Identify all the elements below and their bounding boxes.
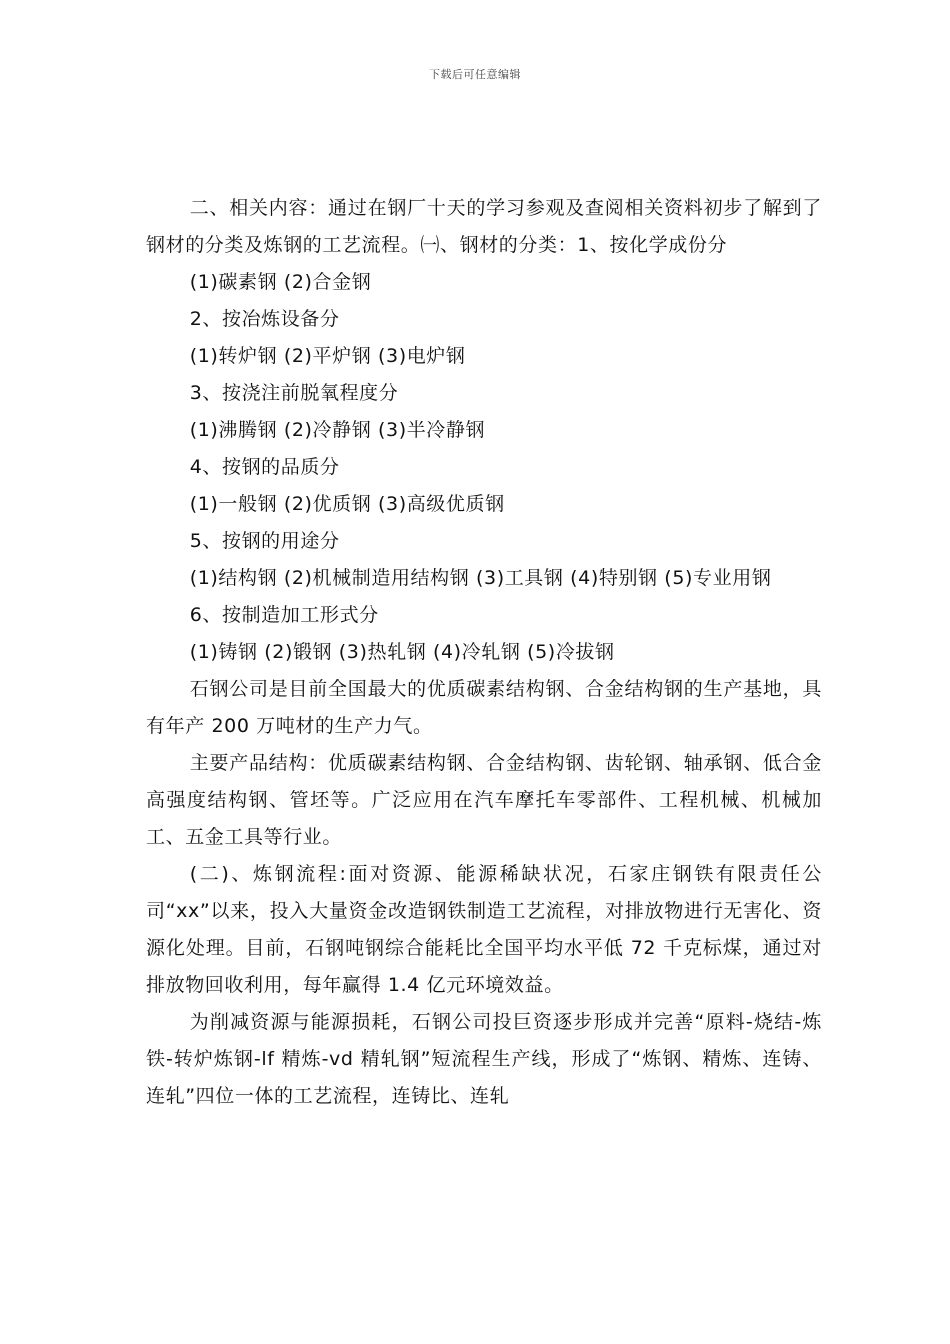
page-header-note: 下载后可任意编辑 (429, 68, 521, 81)
paragraph-production-line: 为削减资源与能源损耗，石钢公司投巨资逐步形成并完善“原料-烧结-炼铁-转炉炼钢-lf 精炼-vd 精轧钢”短流程生产线，形成了“炼钢、精炼、连铸、连轧”四位一体的工艺流程，连铸比、连轧 (146, 1011, 822, 1107)
paragraph-list-item: (1)铸钢 (2)锻钢 (3)热轧钢 (4)冷轧钢 (5)冷拔钢 (189, 641, 615, 663)
paragraph-products: 主要产品结构：优质碳素结构钢、合金结构钢、齿轮钢、轴承钢、低合金高强度结构钢、管坯等。广泛应用在汽车摩托车零部件、工程机械、机械加工、五金工具等行业。 (146, 752, 822, 848)
paragraph-list-item: (1)碳素钢 (2)合金钢 (189, 271, 372, 293)
paragraph-list-item: (1)结构钢 (2)机械制造用结构钢 (3)工具钢 (4)特别钢 (5)专业用钢 (189, 567, 772, 589)
paragraph-intro: 二、相关内容：通过在钢厂十天的学习参观及查阅相关资料初步了解到了钢材的分类及炼钢的工艺流程。㈠、钢材的分类：1、按化学成份分 (146, 197, 822, 256)
paragraph-heading: 6、按制造加工形式分 (189, 604, 379, 626)
paragraph-process: (二)、炼钢流程:面对资源、能源稀缺状况，石家庄钢铁有限责任公司“xx”以来，投入大量资金改造钢铁制造工艺流程，对排放物进行无害化、资源化处理。目前，石钢吨钢综合能耗比全国平均水平低 72 千克标煤，通过对排放物回收利用，每年赢得 1.4 亿元环境效益。 (146, 863, 822, 996)
paragraph-company-intro: 石钢公司是目前全国最大的优质碳素结构钢、合金结构钢的生产基地，具有年产 200 万吨材的生产力气。 (146, 678, 822, 737)
paragraph-list-item: (1)一般钢 (2)优质钢 (3)高级优质钢 (189, 493, 505, 515)
paragraph-heading: 3、按浇注前脱氧程度分 (189, 382, 399, 404)
paragraph-heading: 4、按钢的品质分 (189, 456, 340, 478)
paragraph-heading: 5、按钢的用途分 (189, 530, 340, 552)
paragraph-heading: 2、按冶炼设备分 (189, 308, 340, 330)
document-body (146, 190, 822, 1115)
paragraph-list-item: (1)转炉钢 (2)平炉钢 (3)电炉钢 (189, 345, 466, 367)
paragraph-list-item: (1)沸腾钢 (2)冷静钢 (3)半冷静钢 (189, 419, 486, 441)
